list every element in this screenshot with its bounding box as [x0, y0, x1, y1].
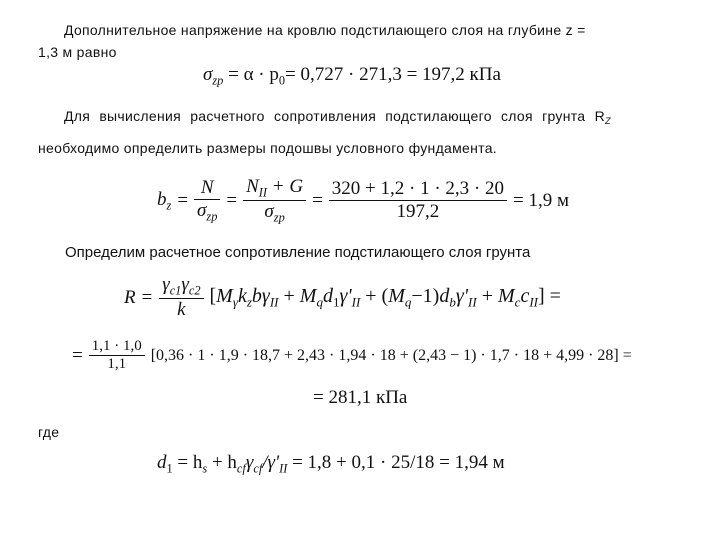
equation-bz: $b_z$ = $\frac{N}{\sigma_{zp}}$ = $\frac{N_{II} + G}{\sigma_{zp}}$ = $\frac{320 + 1,2 \cdot 1 \cdot 2,3 \cdot 20}{197,2}$ = 1,9 м	[157, 176, 569, 225]
paragraph-1-line-1: Дополнительное напряжение на кровлю подстилающего слоя на глубине z =	[64, 22, 586, 38]
k-denominator: k	[177, 299, 186, 321]
d1-rhs-a: = h	[177, 452, 203, 473]
heading-calc-resistance: Определим расчетное сопротивление подстилающего слоя грунта	[65, 244, 531, 261]
d1-rhs-d: /γ'	[262, 452, 280, 473]
d1-result: = 1,8 + 0,1 · 25/18 = 1,94 м	[287, 452, 505, 473]
d1-rhs-c-sub: cf	[253, 461, 263, 476]
fraction-1-denominator-sub: zp	[206, 209, 218, 224]
equation-r-line-2-values: [0,36 · 1 · 1,9 · 18,7 + 2,43 · 1,94 · 18 + (2,43 − 1) · 1,7 · 18 + 4,99 · 28] =	[150, 346, 632, 364]
sigma-symbol: σ	[203, 64, 213, 85]
equation-r-line-2: = $\frac{1,1 \cdot 1,0}{1,1}$ [0,36 · 1 · 1,9 · 18,7 + 2,43 · 1,94 · 18 + (2,43 − 1) · 1,7 · 18 + 4,99 · 28] =	[72, 338, 632, 372]
d1-rhs-d-sub: II	[279, 461, 288, 476]
gamma-c1-sub: c1	[169, 283, 182, 298]
gamma-c1: γ	[162, 274, 170, 295]
fraction-coeff-denominator: 1,1	[107, 356, 127, 372]
fraction-2-numerator: N	[246, 176, 259, 197]
fraction-2-denominator: σ	[264, 201, 274, 223]
d1-rhs-b-sub: cf	[236, 461, 246, 476]
equation-r-result: = 281,1 кПа	[313, 387, 408, 408]
fraction-n-over-sigma	[194, 177, 220, 224]
fraction-3-numerator: 320 + 1,2 · 1 · 2,3 · 20	[329, 178, 507, 201]
fraction-1-denominator: σ	[197, 200, 207, 222]
equation-sigma-zp	[203, 64, 501, 88]
p-subscript: 0	[278, 73, 286, 88]
equation-2-result: = 1,9 м	[513, 189, 569, 211]
fraction-2-numerator-sub: II	[258, 185, 268, 200]
bz-subscript: z	[166, 197, 172, 212]
paragraph-2-line-2: необходимо определить размеры подошвы условного фундамента.	[38, 140, 498, 156]
paragraph-2-line-1-text: Для вычисления расчетного сопротивления подстилающего слоя грунта R	[64, 108, 605, 124]
fraction-3-denominator: 197,2	[396, 201, 440, 223]
fraction-nii-g-over-sigma	[243, 176, 306, 226]
fraction-1-numerator: N	[200, 177, 214, 199]
d1-rhs-c: γ	[245, 452, 254, 473]
rz-subscript: Z	[605, 116, 611, 127]
d1-symbol: d	[157, 452, 167, 473]
fraction-2-denominator-sub: zp	[273, 210, 285, 225]
gamma-c2-sub: c2	[188, 283, 201, 298]
equation-1-middle: = α · p	[228, 64, 279, 85]
r-bracket-expression: $[M_\gamma k_zb\gamma_{II} + M_qd_1\gamma'_{II} + (M_q-1)d_b\gamma'_{II} + M_cc_{II}]$ =	[209, 284, 561, 310]
r-symbol: R =	[124, 286, 154, 308]
where-label: где	[38, 424, 60, 440]
fraction-2-numerator-rest: + G	[267, 176, 304, 197]
equation-d1	[157, 452, 505, 476]
equation-r	[124, 274, 567, 321]
paragraph-2-line-1	[64, 108, 611, 126]
fraction-gamma-over-k	[159, 274, 203, 321]
fraction-coeff	[89, 338, 145, 373]
fraction-numeric	[329, 178, 507, 223]
d1-rhs-a-sub: s	[202, 461, 208, 476]
d1-rhs-b: + h	[207, 452, 237, 473]
equation-1-result: = 0,727 · 271,3 = 197,2 кПа	[285, 64, 501, 85]
gamma-c2: γ	[181, 274, 189, 295]
bz-symbol: b	[157, 188, 167, 210]
fraction-coeff-numerator: 1,1 · 1,0	[89, 338, 145, 356]
d1-subscript: 1	[166, 461, 173, 476]
paragraph-1-line-2: 1,3 м равно	[38, 44, 117, 60]
sigma-subscript: zp	[212, 73, 224, 88]
